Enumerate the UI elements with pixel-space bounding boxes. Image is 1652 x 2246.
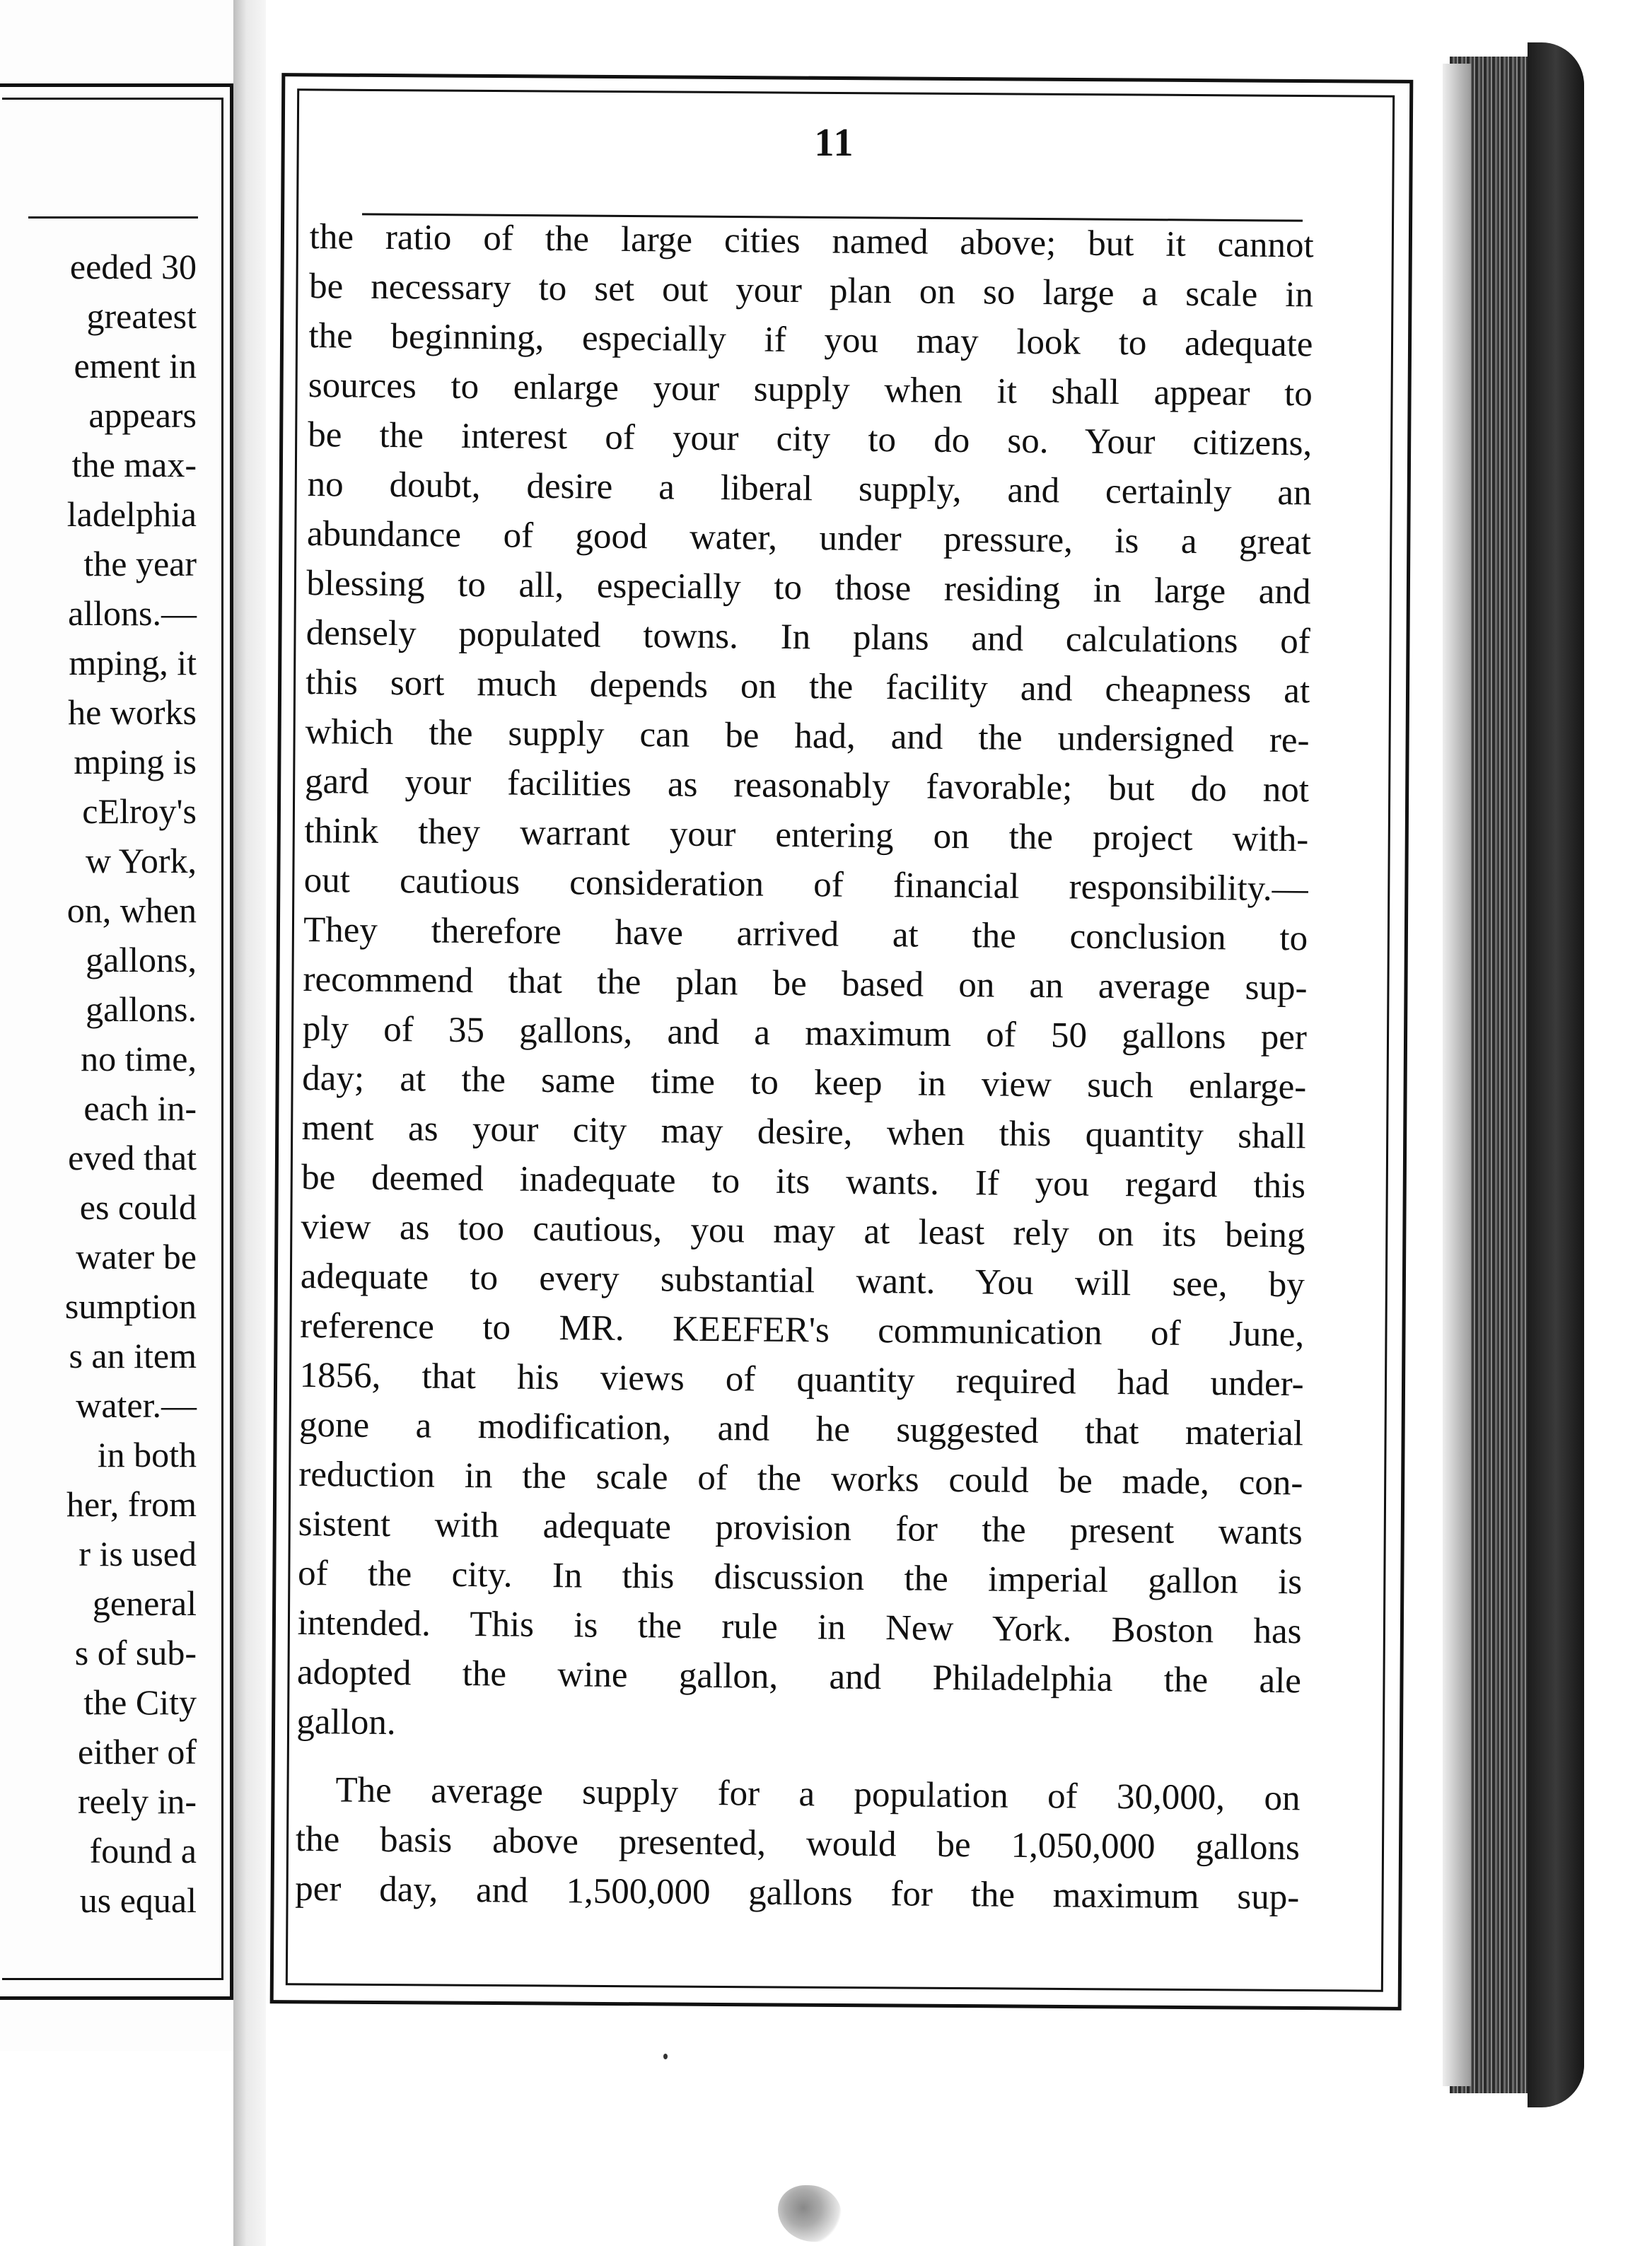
text-line: adequate to every substantial want. You will see, by — [300, 1256, 1305, 1305]
text-line: be the interest of your city to do so. Your citizens, — [308, 414, 1313, 464]
text-line: the beginning, especially if you may look to adequate — [308, 315, 1313, 365]
left-line: gallons. — [86, 989, 197, 1029]
left-line: mping, it — [69, 643, 197, 682]
left-line: general — [92, 1583, 197, 1623]
left-line: water.— — [76, 1385, 197, 1425]
left-line: w York, — [85, 841, 197, 880]
left-line: sumption — [64, 1286, 197, 1326]
left-line: the City — [83, 1682, 197, 1722]
text-line: gallon. — [296, 1701, 396, 1743]
left-line: eeded 30 — [69, 247, 197, 286]
book-cover-edge — [1528, 42, 1584, 2107]
text-line: of the city. In this discussion the imperial gallon is — [297, 1553, 1303, 1602]
text-line: out cautious consideration of financial responsibility.— — [303, 860, 1308, 909]
left-line: the max- — [71, 445, 197, 484]
text-line: the basis above presented, would be 1,050,000 gallons — [295, 1819, 1301, 1868]
left-line: r is used — [78, 1534, 197, 1573]
text-line: this sort much depends on the facility and cheapness at — [305, 662, 1310, 711]
left-line: on, when — [66, 890, 197, 930]
left-line: the year — [83, 544, 197, 583]
text-line: ply of 35 gallons, and a maximum of 50 gallons per — [302, 1008, 1308, 1058]
left-line: es could — [79, 1187, 197, 1227]
left-line: s of sub- — [74, 1633, 197, 1672]
left-line: found a — [89, 1831, 197, 1870]
paper-blemish — [778, 2185, 842, 2242]
text-line: intended. This is the rule in New York. Boston has — [297, 1602, 1302, 1652]
text-line: think they warrant your entering on the project with- — [304, 810, 1309, 860]
left-line: water be — [76, 1237, 197, 1276]
text-line: abundance of good water, under pressure, is a great — [306, 513, 1312, 563]
left-facing-page — [0, 0, 233, 2051]
text-line: They therefore have arrived at the conclusion to — [303, 909, 1308, 959]
left-page-text — [0, 242, 197, 1925]
text-line: The average supply for a population of 30,000, on — [335, 1770, 1301, 1819]
text-line: reduction in the scale of the works could be made, con- — [298, 1454, 1303, 1503]
text-line: 1856, that his views of quantity required had under- — [299, 1355, 1304, 1404]
book-spine-shadow — [233, 0, 266, 2246]
text-line: per day, and 1,500,000 gallons for the maximum sup- — [295, 1868, 1300, 1918]
left-line: either of — [78, 1732, 197, 1771]
page-edge-highlight — [1443, 64, 1471, 2086]
left-line: eved that — [68, 1138, 197, 1177]
text-line: sistent with adequate provision for the present wants — [298, 1503, 1303, 1553]
text-line: adopted the wine gallon, and Philadelphia the ale — [296, 1652, 1302, 1701]
text-line: blessing to all, especially to those residing in large and — [306, 563, 1311, 612]
left-line: her, from — [66, 1484, 197, 1524]
text-line: gone a modification, and he suggested that material — [298, 1404, 1304, 1454]
text-line: gard your facilities as reasonably favorable; but do not — [304, 761, 1310, 810]
text-line: view as too cautious, you may at least rely on its being — [301, 1206, 1305, 1256]
left-line: mping is — [74, 742, 197, 781]
text-line: the ratio of the large cities named above; but it cannot — [309, 216, 1314, 266]
left-line: in both — [97, 1435, 197, 1474]
left-line: no time, — [81, 1039, 197, 1078]
left-line: he works — [68, 692, 197, 732]
text-line: day; at the same time to keep in view such enlarge- — [302, 1058, 1307, 1107]
left-line: ement in — [74, 346, 197, 385]
text-line: recommend that the plan be based on an average sup- — [303, 959, 1308, 1008]
page-body-text — [295, 212, 1314, 1922]
left-line: greatest — [86, 296, 197, 336]
page-number: 11 — [814, 121, 855, 165]
left-line: ladelphia — [66, 494, 197, 534]
left-page-header-rule — [28, 216, 198, 219]
text-line: be necessary to set out your plan on so large a scale in — [308, 266, 1314, 315]
text-line: sources to enlarge your supply when it shall appear to — [308, 365, 1313, 414]
left-line: s an item — [69, 1336, 197, 1375]
left-line: us equal — [79, 1880, 197, 1920]
text-line: reference to MR. KEEFER's communication of June, — [300, 1305, 1305, 1355]
paper-speck — [663, 2054, 668, 2059]
left-line: each in- — [83, 1088, 197, 1128]
text-line: which the supply can be had, and the undersigned re- — [305, 711, 1310, 761]
left-line: reely in- — [78, 1781, 197, 1821]
text-line: ment as your city may desire, when this quantity shall — [301, 1107, 1306, 1157]
left-line: appears — [88, 395, 197, 435]
left-line: gallons, — [86, 940, 197, 979]
text-line: no doubt, desire a liberal supply, and certainly an — [307, 464, 1312, 513]
text-line: be deemed inadequate to its wants. If you regard this — [301, 1157, 1306, 1206]
left-line: allons.— — [68, 593, 197, 633]
text-line: densely populated towns. In plans and calculations of — [306, 612, 1310, 662]
left-line: cElroy's — [82, 791, 197, 831]
